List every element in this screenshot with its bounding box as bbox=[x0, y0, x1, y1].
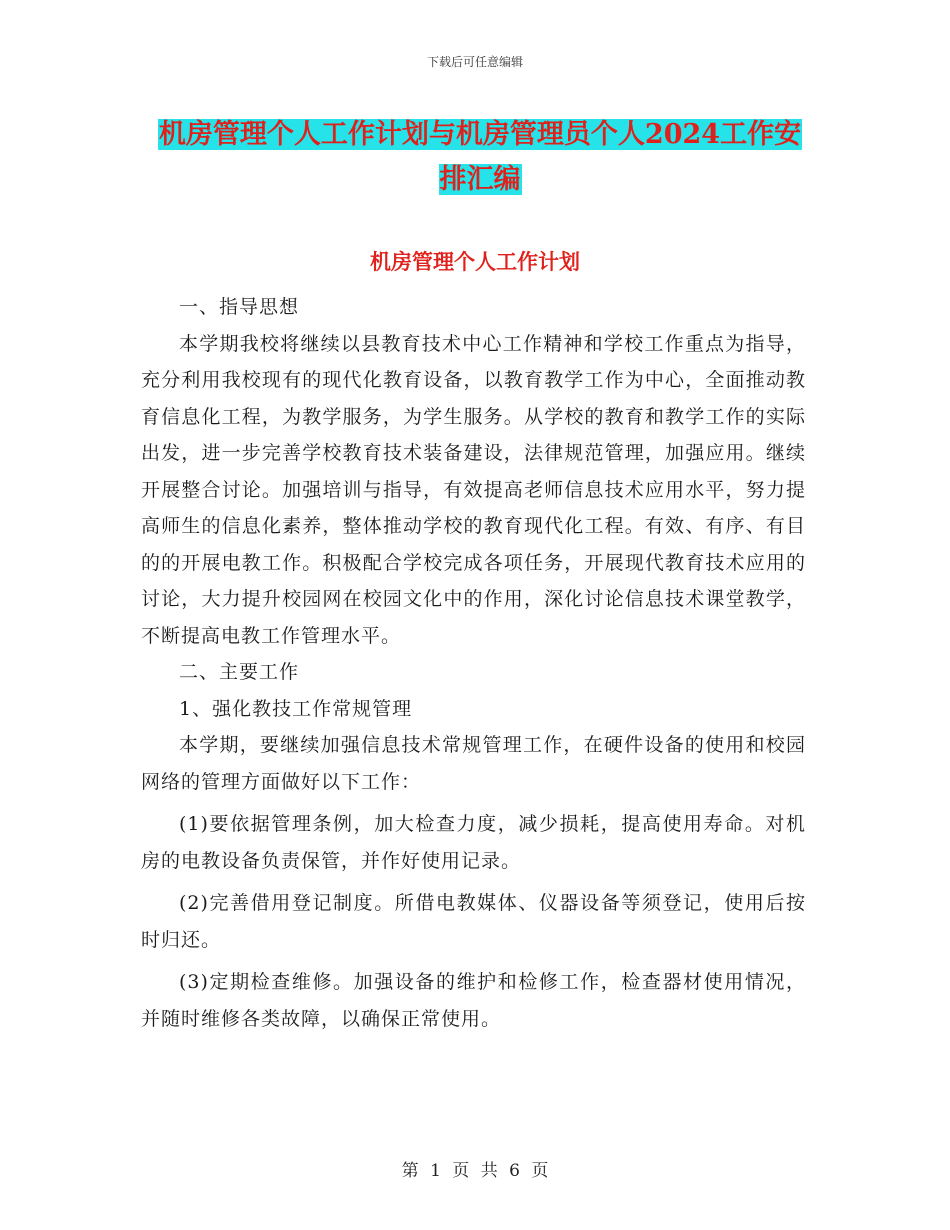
list-item-1: (1)要依据管理条例，加大检查力度，减少损耗，提高使用寿命。对机房的电教设备负责保管，并作好使用记录。 bbox=[141, 813, 806, 872]
title-line-2: 排汇编 bbox=[439, 164, 521, 195]
document-title bbox=[140, 112, 820, 202]
subheading-routine-management: 1、强化教技工作常规管理 bbox=[179, 697, 413, 720]
heading-guiding-thought: 一、指导思想 bbox=[179, 296, 300, 318]
list-item-2: (2)完善借用登记制度。所借电教媒体、仪器设备等须登记，使用后按时归还。 bbox=[141, 892, 806, 951]
heading-main-work: 二、主要工作 bbox=[179, 661, 300, 683]
paragraph-semester-work: 本学期，要继续加强信息技术常规管理工作，在硬件设备的使用和校园网络的管理方面做好以下工作： bbox=[141, 734, 806, 793]
title-line-1: 机房管理个人工作计划与机房管理员个人2024工作安 bbox=[158, 119, 802, 150]
page-footer: 第 1 页 共 6 页 bbox=[401, 1161, 549, 1181]
section-title: 机房管理个人工作计划 bbox=[370, 249, 580, 274]
paragraph-guiding-thought: 本学期我校将继续以县教育技术中心工作精神和学校工作重点为指导，充分利用我校现有的现代化教育设备，以教育教学工作为中心，全面推动教育信息化工程，为教学服务，为学生服务。从学校的教育和教学工作的实际出发，进一步完善学校教育技术装备建设，法律规范管理，加强应用。继续开展整合讨论。加强培训与指导，有效提高老师信息技术应用水平，努力提高师生的信息化素养，整体推动学校的教育现代化工程。有效、有序、有目的的开展电教工作。积极配合学校完成各项任务，开展现代教育技术应用的讨论，大力提升校园网在校园文化中的作用，深化讨论信息技术课堂教学，不断提高电教工作管理水平。 bbox=[141, 332, 806, 647]
body-content bbox=[141, 289, 806, 1037]
header-note: 下载后可任意编辑 bbox=[426, 55, 523, 69]
list-item-3: (3)定期检查维修。加强设备的维护和检修工作，检查器材使用情况，并随时维修各类故障，以确保正常使用。 bbox=[141, 971, 806, 1030]
